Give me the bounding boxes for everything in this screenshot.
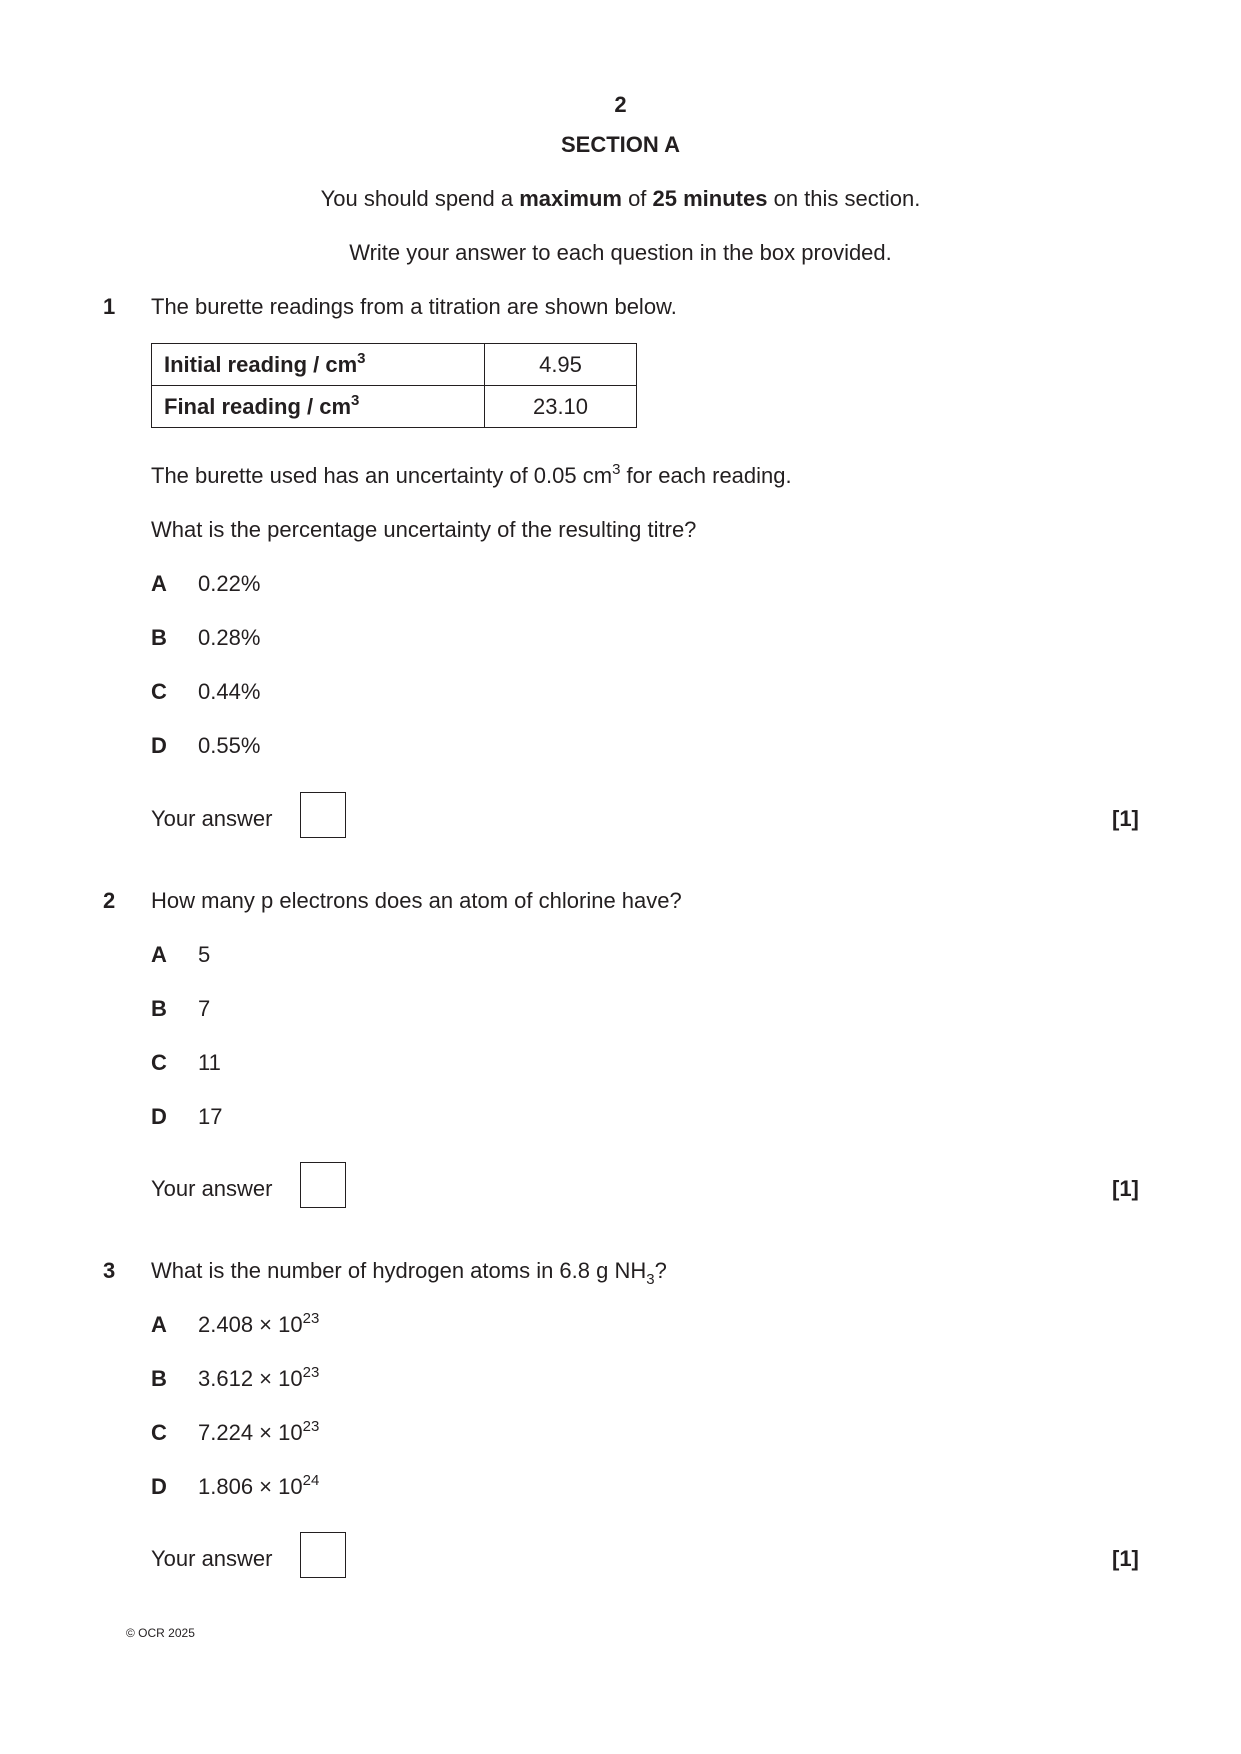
q3-option-d-letter: D: [151, 1474, 167, 1499]
q2-option-d-text: 17: [198, 1104, 223, 1129]
section-title: SECTION A: [561, 132, 680, 157]
question-3-text: [151, 1258, 667, 1288]
question-1-note-sup: 3: [612, 461, 621, 478]
q2-answer-box[interactable]: [300, 1162, 346, 1208]
q3-option-b-exp: 23: [302, 1364, 320, 1381]
question-1-number: 1: [103, 294, 116, 319]
q1-option-d-text: 0.55%: [198, 733, 261, 758]
q3-option-c-exp: 23: [302, 1418, 320, 1435]
question-1-note-pre: The burette used has an uncertainty of 0.05 cm: [151, 463, 613, 488]
initial-reading-label: [152, 344, 485, 386]
q3-marks: [1]: [1112, 1546, 1139, 1571]
final-reading-label-sup: 3: [351, 391, 360, 409]
q2-option-b-letter: B: [151, 996, 167, 1021]
question-2-text: How many p electrons does an atom of chlorine have?: [151, 888, 682, 913]
q2-marks: [1]: [1112, 1176, 1139, 1201]
q1-option-c-letter: C: [151, 679, 167, 704]
q2-option-a-letter: A: [151, 942, 167, 967]
q2-option-a-text: 5: [198, 942, 211, 967]
time-instruction-bold-minutes: 25 minutes: [652, 186, 768, 211]
q3-option-c-base: 7.224 × 10: [198, 1420, 303, 1445]
question-1-prompt: What is the percentage uncertainty of the resulting titre?: [151, 517, 697, 542]
q3-option-c-text: [198, 1420, 319, 1446]
q2-option-c-text: 11: [198, 1050, 221, 1075]
q3-option-d-exp: 24: [302, 1472, 320, 1489]
q1-option-a-letter: A: [151, 571, 167, 596]
q2-option-c-letter: C: [151, 1050, 167, 1075]
q3-option-d-text: [198, 1474, 319, 1500]
q1-option-d-letter: D: [151, 733, 167, 758]
answer-instruction: Write your answer to each question in the box provided.: [349, 240, 892, 265]
q1-option-a-text: 0.22%: [198, 571, 261, 596]
q3-option-d-base: 1.806 × 10: [198, 1474, 303, 1499]
question-3-text-post: ?: [654, 1258, 667, 1283]
q2-answer-label: Your answer: [151, 1176, 273, 1201]
q1-answer-box[interactable]: [300, 792, 346, 838]
q3-option-a-base: 2.408 × 10: [198, 1312, 303, 1337]
table-row: [152, 344, 637, 386]
time-instruction-bold-maximum: maximum: [519, 186, 622, 211]
q3-answer-label: Your answer: [151, 1546, 273, 1571]
time-instruction: [0, 186, 1241, 212]
final-reading-label: [152, 386, 485, 428]
question-3-text-pre: What is the number of hydrogen atoms in 6.8 g NH: [151, 1258, 647, 1283]
question-1-uncertainty-note: [151, 463, 792, 489]
initial-reading-value: 4.95: [485, 344, 637, 386]
copyright-notice: © OCR 2025: [126, 1626, 195, 1640]
q3-option-c-letter: C: [151, 1420, 167, 1445]
time-instruction-post: on this section.: [767, 186, 921, 211]
q3-option-a-text: [198, 1312, 319, 1338]
q1-answer-label: Your answer: [151, 806, 273, 831]
time-instruction-pre: You should spend a: [320, 186, 520, 211]
final-reading-label-text: Final reading / cm: [164, 393, 352, 419]
question-2-number: 2: [103, 888, 116, 913]
table-row: [152, 386, 637, 428]
time-instruction-mid: of: [621, 186, 653, 211]
q3-option-b-letter: B: [151, 1366, 167, 1391]
q1-marks: [1]: [1112, 806, 1139, 831]
q3-option-a-exp: 23: [302, 1310, 320, 1327]
initial-reading-label-text: Initial reading / cm: [164, 351, 358, 377]
question-1-note-post: for each reading.: [620, 463, 792, 488]
burette-readings-table: [151, 343, 637, 428]
q1-option-c-text: 0.44%: [198, 679, 261, 704]
q1-option-b-text: 0.28%: [198, 625, 261, 650]
q2-option-d-letter: D: [151, 1104, 167, 1129]
q3-option-a-letter: A: [151, 1312, 167, 1337]
q3-answer-box[interactable]: [300, 1532, 346, 1578]
page-number: 2: [614, 92, 627, 117]
final-reading-value: 23.10: [485, 386, 637, 428]
question-3-text-sub: 3: [646, 1271, 655, 1288]
q3-option-b-base: 3.612 × 10: [198, 1366, 303, 1391]
question-1-text: The burette readings from a titration are shown below.: [151, 294, 677, 319]
initial-reading-label-sup: 3: [357, 349, 366, 367]
q3-option-b-text: [198, 1366, 319, 1392]
q1-option-b-letter: B: [151, 625, 167, 650]
q2-option-b-text: 7: [198, 996, 211, 1021]
question-3-number: 3: [103, 1258, 116, 1283]
